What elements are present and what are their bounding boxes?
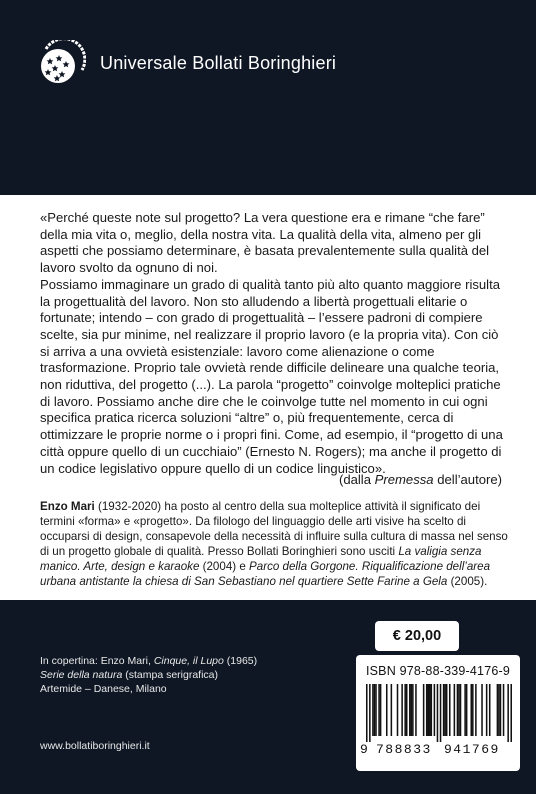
cover-top-band: [0, 0, 536, 195]
barcode-bar: [391, 684, 393, 736]
credits-artwork-title: Cinque, il Lupo: [153, 655, 224, 667]
barcode-bar: [444, 684, 446, 736]
author-bio: [40, 499, 510, 589]
publisher-name: Universale Bollati Boringhieri: [100, 53, 337, 73]
bio-text-main: (1932-2020) ha posto al centro della sua molteplice attività il significato dei termini «forma» e «progetto». Da filologo del linguaggio delle arti visive ha scelto di occuparsi di design, consapevole della necessità di influire sulla cultura di massa nel senso di un progetto globale di qualità. Presso Bollati Boringhieri sono usciti: [40, 500, 508, 558]
quote-paragraph-2: Possiamo immaginare un grado di qualità tanto più alto quanto maggiore risulta la progettualità del lavoro. Non sto alludendo a libertà progettuali elitarie o fortunate; intendo – con grado di progettualità – l’essere padroni di compiere scelte, sia pur minime, nel realizzare il proprio lavoro (e la propria vita). Con ciò si arriva a una ovvietà esistenziale: lavoro come alienazione o come trasformazione. Proprio tale ovvietà rende difficile delineare una qualche teoria, non riduttiva, del progetto (...). La parola “progetto” coinvolge molteplici pratiche di lavoro. Possiamo anche dire che le coinvolge tutte nel momento in cui ogni specifica pratica ricerca soluzioni “altre” o, più frequentemente, cerca di ottimizzare le proprie norme o i propri fini. Come, ad esempio, il “progetto di una città oppure quello di un cucchiaio” (Ernesto N. Rogers); ma anche il progetto di un codice legislativo oppure quello di un codice linguistico».: [40, 276, 503, 476]
barcode-bar: [434, 684, 436, 736]
blurb-quote: [40, 210, 510, 477]
credits-line-3: Artemide – Danese, Milano: [40, 683, 167, 696]
barcode-bar: [369, 684, 371, 742]
barcode-bar: [406, 684, 408, 736]
quote-paragraph-1: «Perché queste note sul progetto? La vera questione era e rimane “che fare” della mia vita o, meglio, della nostra vita. La qualità della vita, almeno per gli aspetti che possiamo determinare, è basata prevalentemente sulla qualità del lavoro svolto da ognuno di noi.: [40, 210, 490, 276]
barcode-bar: [409, 684, 411, 736]
barcode-bar: [431, 684, 433, 736]
publisher-website-link[interactable]: www.bollatiboringhieri.it: [40, 740, 150, 752]
barcode-bar: [401, 684, 403, 736]
barcode-bar: [411, 684, 413, 736]
barcode-bar: [486, 684, 488, 736]
barcode-bar: [460, 684, 462, 736]
credits-line-1-prefix: In copertina: Enzo Mari,: [40, 655, 154, 667]
barcode-bar: [412, 684, 414, 736]
attribution-italic: Premessa: [374, 472, 434, 487]
barcode-bar: [458, 684, 460, 736]
barcode-bar: [475, 684, 477, 736]
attribution-prefix: (dalla: [338, 472, 375, 487]
barcode-bar: [372, 684, 374, 736]
barcode-bar: [426, 684, 428, 736]
barcode-bar: [446, 684, 448, 736]
price-label: € 20,00: [375, 621, 459, 651]
barcode-digits-left: 788833: [376, 742, 432, 757]
barcode-bar: [440, 684, 442, 742]
barcode-bar: [498, 684, 500, 736]
barcode-bar: [437, 684, 439, 742]
barcode-bar: [454, 684, 456, 736]
barcode-bar: [415, 684, 417, 736]
barcode-bar: [472, 684, 474, 736]
credits-series-title: Serie della natura: [40, 669, 123, 682]
barcode-bar: [500, 684, 502, 736]
barcode-bar: [375, 684, 377, 736]
credits-line-1-suffix: (1965): [223, 655, 258, 667]
credits-line-2-suffix: (stampa serigrafica): [122, 669, 219, 682]
barcode-bar: [497, 684, 499, 736]
credits-line-2: [40, 668, 257, 682]
barcode-bar: [443, 684, 445, 736]
barcode-bar: [427, 684, 429, 736]
barcode-bar: [423, 684, 425, 736]
barcode-bar: [386, 684, 388, 736]
barcode-bar: [510, 684, 512, 742]
isbn-number: ISBN 978-88-339-4176-9: [365, 664, 511, 678]
quote-attribution: [339, 472, 502, 487]
barcode-icon: [366, 684, 512, 742]
attribution-suffix: dell’autore): [433, 472, 502, 487]
barcode-bar: [464, 684, 466, 736]
barcode-bar: [378, 684, 380, 736]
barcode-bar: [481, 684, 483, 736]
bio-text-end: (2005).: [447, 575, 488, 588]
barcode-bar: [471, 684, 473, 736]
barcode-bar: [466, 684, 468, 736]
bio-text-mid: (2004) e: [199, 560, 250, 573]
barcode-digit-first: 9: [360, 742, 368, 757]
barcode-bar: [449, 684, 451, 736]
barcode-bar: [380, 684, 382, 736]
author-name: Enzo Mari: [40, 500, 95, 513]
barcode-bar: [507, 684, 509, 742]
barcode-bar: [503, 684, 505, 736]
cover-credits: [40, 654, 257, 697]
barcode-bar: [404, 684, 406, 736]
barcode-bar: [397, 684, 399, 736]
barcode-bar: [457, 684, 459, 736]
barcode-bar: [374, 684, 376, 736]
barcode-bar: [489, 684, 491, 736]
publisher-logo-icon: [38, 40, 86, 88]
barcode-bar: [429, 684, 431, 736]
barcode-bar: [366, 684, 368, 742]
credits-line-1: [40, 654, 257, 668]
bio-book-2: Parco della Gorgone. Riqualificazione dell’area urbana antistante la chiesa di San Sebastiano nel quartiere Sette Farine a Gela: [40, 560, 491, 588]
barcode-digits-right: 941769: [444, 742, 500, 757]
bio-book-1: La valigia senza manico. Arte, design e karaoke: [40, 545, 482, 573]
